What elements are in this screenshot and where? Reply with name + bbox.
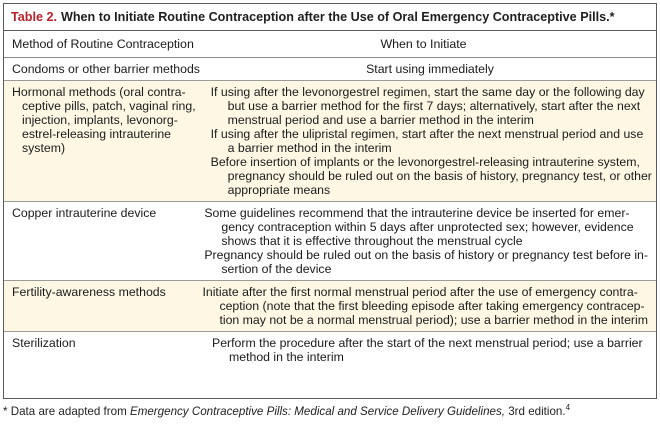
when-entry <box>211 155 652 197</box>
column-header-method: Method of Routine Contraception <box>12 37 194 51</box>
footnote-source: Emergency Contraceptive Pills: Medical and Service Delivery Guidelines, <box>129 404 505 418</box>
method-line: Fertility-awareness methods <box>12 285 166 299</box>
when-line: gency contraception within 5 days after unprotected sex; however, evidence <box>221 220 634 234</box>
table-title-text: When to Initiate Routine Contraception after the Use of Oral Emergency Contraceptive Pills.* <box>60 10 615 24</box>
when-entry <box>211 127 652 155</box>
when-line: Pregnancy should be ruled out on the basis of history or pregnancy test before in- <box>204 248 648 262</box>
when-line: a barrier method in the interim <box>227 141 392 155</box>
table-title <box>4 4 656 31</box>
column-header-when: When to Initiate <box>380 37 467 51</box>
table-row <box>4 332 656 368</box>
when-entry <box>202 285 648 327</box>
footnote-prefix: * Data are adapted from <box>3 404 130 418</box>
method-cell <box>4 281 191 331</box>
when-line: Before insertion of implants or the levonorgestrel-releasing intrauterine system, <box>210 155 640 169</box>
method-line: system) <box>22 141 66 155</box>
method-line: ceptive pills, patch, vaginal ring, <box>22 99 196 113</box>
when-cell <box>193 202 656 280</box>
when-line: Start using immediately <box>366 62 494 76</box>
method-line: Hormonal methods (oral contra- <box>12 85 186 99</box>
table-row <box>4 81 656 202</box>
table-row <box>4 281 656 332</box>
when-line: sertion of the device <box>221 262 332 276</box>
method-line: estrel-releasing intrauterine <box>22 127 172 141</box>
when-line: menstrual period and use a barrier method in the interim <box>227 113 534 127</box>
table-frame <box>3 3 657 399</box>
footnote-suffix: 3rd edition. <box>505 404 566 418</box>
when-entry <box>212 62 648 76</box>
table-row <box>4 202 656 281</box>
when-line: ception (note that the first bleeding episode after taking emergency contracep- <box>219 299 645 313</box>
when-cell <box>201 58 656 80</box>
when-cell <box>201 332 656 368</box>
when-line: If using after the ulipristal regimen, start after the next menstrual period and use <box>210 127 644 141</box>
table-label: Table 2. <box>11 10 57 24</box>
when-entry <box>204 206 648 248</box>
when-line: Some guidelines recommend that the intrauterine device be inserted for emer- <box>204 206 630 220</box>
when-cell <box>200 81 657 201</box>
when-line: Initiate after the first normal menstrual period after the use of emergency contra- <box>202 285 638 299</box>
method-cell <box>4 332 201 368</box>
table-footnote <box>3 403 657 418</box>
when-line: tion may not be a normal menstrual period); use a barrier method in the interim <box>219 313 648 327</box>
when-line: appropriate means <box>227 183 331 197</box>
when-entry <box>204 248 648 276</box>
footnote-ref: 4 <box>565 403 571 412</box>
when-line: but use a barrier method for the first 7 days; alternatively, start after the next <box>227 99 641 113</box>
when-line: shows that it is effective throughout the menstrual cycle <box>221 234 523 248</box>
method-cell <box>4 202 193 280</box>
when-line: If using after the levonorgestrel regimen, start the same day or the following day <box>210 85 645 99</box>
method-line: Sterilization <box>12 336 76 350</box>
when-line: pregnancy should be ruled out on the basis of history, pregnancy test, or other <box>227 169 652 183</box>
table-row <box>4 58 656 81</box>
method-line: injection, implants, levonorg- <box>22 113 178 127</box>
when-line: method in the interim <box>229 350 344 364</box>
when-entry <box>211 85 652 127</box>
method-line: Copper intrauterine device <box>12 206 157 220</box>
when-entry <box>212 336 648 364</box>
when-line: Perform the procedure after the start of the next menstrual period; use a barrier <box>212 336 643 350</box>
table-body <box>4 58 656 368</box>
method-cell <box>4 81 200 201</box>
when-cell <box>191 281 656 331</box>
method-cell <box>4 58 201 80</box>
table-header-row <box>4 31 656 58</box>
method-line: Condoms or other barrier methods <box>12 62 200 76</box>
